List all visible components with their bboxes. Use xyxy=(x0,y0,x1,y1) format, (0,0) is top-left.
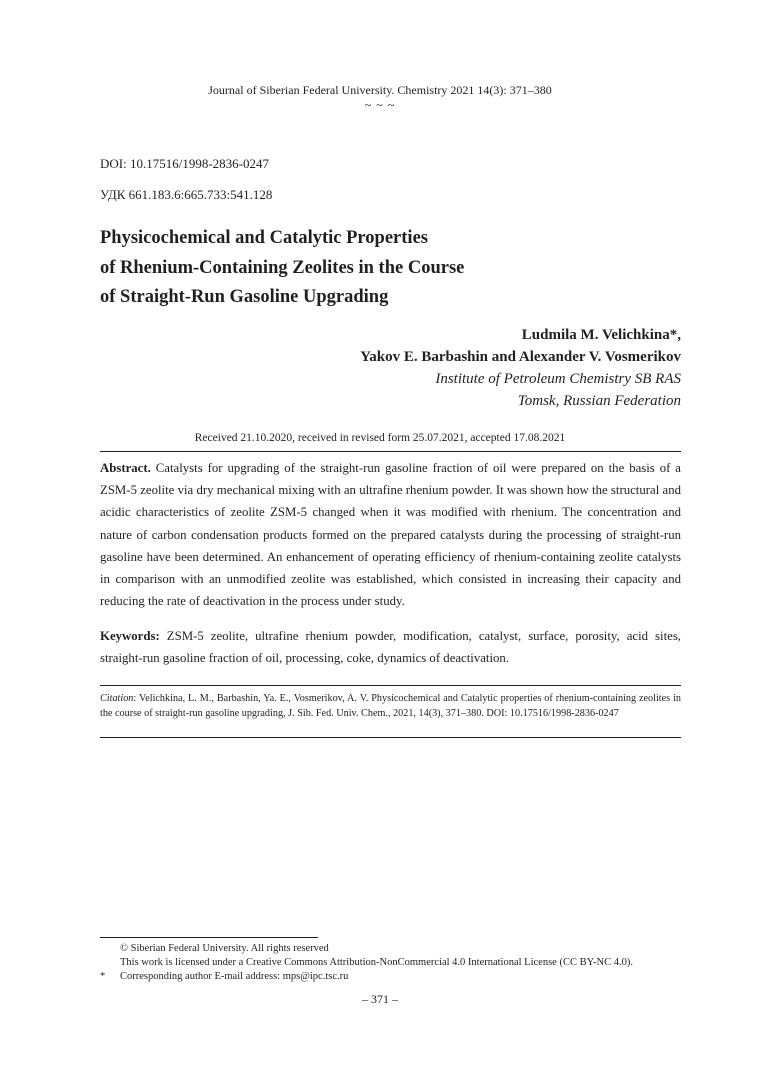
title-line-2: of Rhenium-Containing Zeolites in the Course xyxy=(100,257,465,278)
location: Tomsk, Russian Federation xyxy=(517,393,681,409)
keywords-label: Keywords: xyxy=(100,629,160,643)
footnote-copyright: © Siberian Federal University. All rights reserved xyxy=(120,943,329,954)
abstract-label: Abstract. xyxy=(100,461,151,475)
keywords-text: ZSM-5 zeolite, ultrafine rhenium powder, modification, catalyst, surface, porosity, acid sites, straight-run gasoline fraction of oil, processing, coke, dynamics of deactivation. xyxy=(100,629,682,666)
citation-bottom-rule xyxy=(100,737,681,738)
affiliation: Institute of Petroleum Chemistry SB RAS xyxy=(435,371,681,387)
abstract-top-rule xyxy=(100,451,681,452)
citation xyxy=(100,691,681,721)
received-dates: Received 21.10.2020, received in revised form 25.07.2021, accepted 17.08.2021 xyxy=(194,432,566,444)
footnote-rule xyxy=(100,937,318,938)
page-number: – 371 – xyxy=(362,992,398,1006)
footnote-corresponding-author: Corresponding author E-mail address: mps@ipc.tsc.ru xyxy=(120,971,349,982)
udk-code: УДК 661.183.6:665.733:541.128 xyxy=(100,187,273,202)
author-line-1: Ludmila M. Velichkina*, xyxy=(521,327,681,343)
title-line-1: Physicochemical and Catalytic Properties xyxy=(100,228,428,248)
citation-top-rule xyxy=(100,685,681,686)
authors-block xyxy=(360,324,681,412)
footnote-license: This work is licensed under a Creative Commons Attribution-NonCommercial 4.0 International License (CC BY-NC 4.0). xyxy=(120,957,633,968)
doi: DOI: 10.17516/1998-2836-0247 xyxy=(100,156,269,171)
citation-text: : Velichkina, L. M., Barbashin, Ya. E., Vosmerikov, A. V. Physicochemical and Catalytic properties of rhenium-containing zeolites in the course of straight-run gasoline upgrading, J. Sib. Fed. Univ. Chem., 2021, 14(3), 371–380. DOI: 10.17516/1998-2836-0247 xyxy=(100,693,681,719)
journal-header: Journal of Siberian Federal University. Chemistry 2021 14(3): 371–380 xyxy=(208,83,552,97)
title-line-3: of Straight-Run Gasoline Upgrading xyxy=(100,287,389,307)
abstract-text: Catalysts for upgrading of the straight-run gasoline fraction of oil were prepared on the basis of a ZSM-5 zeolite via dry mechanical mixing with an ultrafine rhenium powder. It was shown how the structural and acidic characteristics of zeolite ZSM-5 changed when it was modified with rhenium. The concentration and nature of carbon condensation products formed on the prepared catalysts during the processing of straight-run gasoline have been determined. An enhancement of operating efficiency of rhenium-containing zeolite catalysts in comparison with an unmodified zeolite was established, which consisted in increasing their capacity and reducing the rate of deactivation in the process under study. xyxy=(100,461,681,609)
article-title xyxy=(100,224,660,313)
keywords xyxy=(100,625,681,669)
citation-label: Citation xyxy=(100,693,134,704)
author-line-2: Yakov E. Barbashin and Alexander V. Vosmerikov xyxy=(360,349,681,365)
abstract xyxy=(100,457,681,612)
header-ornament: ~ ~ ~ xyxy=(364,98,396,112)
footnote-star: * xyxy=(100,971,106,982)
